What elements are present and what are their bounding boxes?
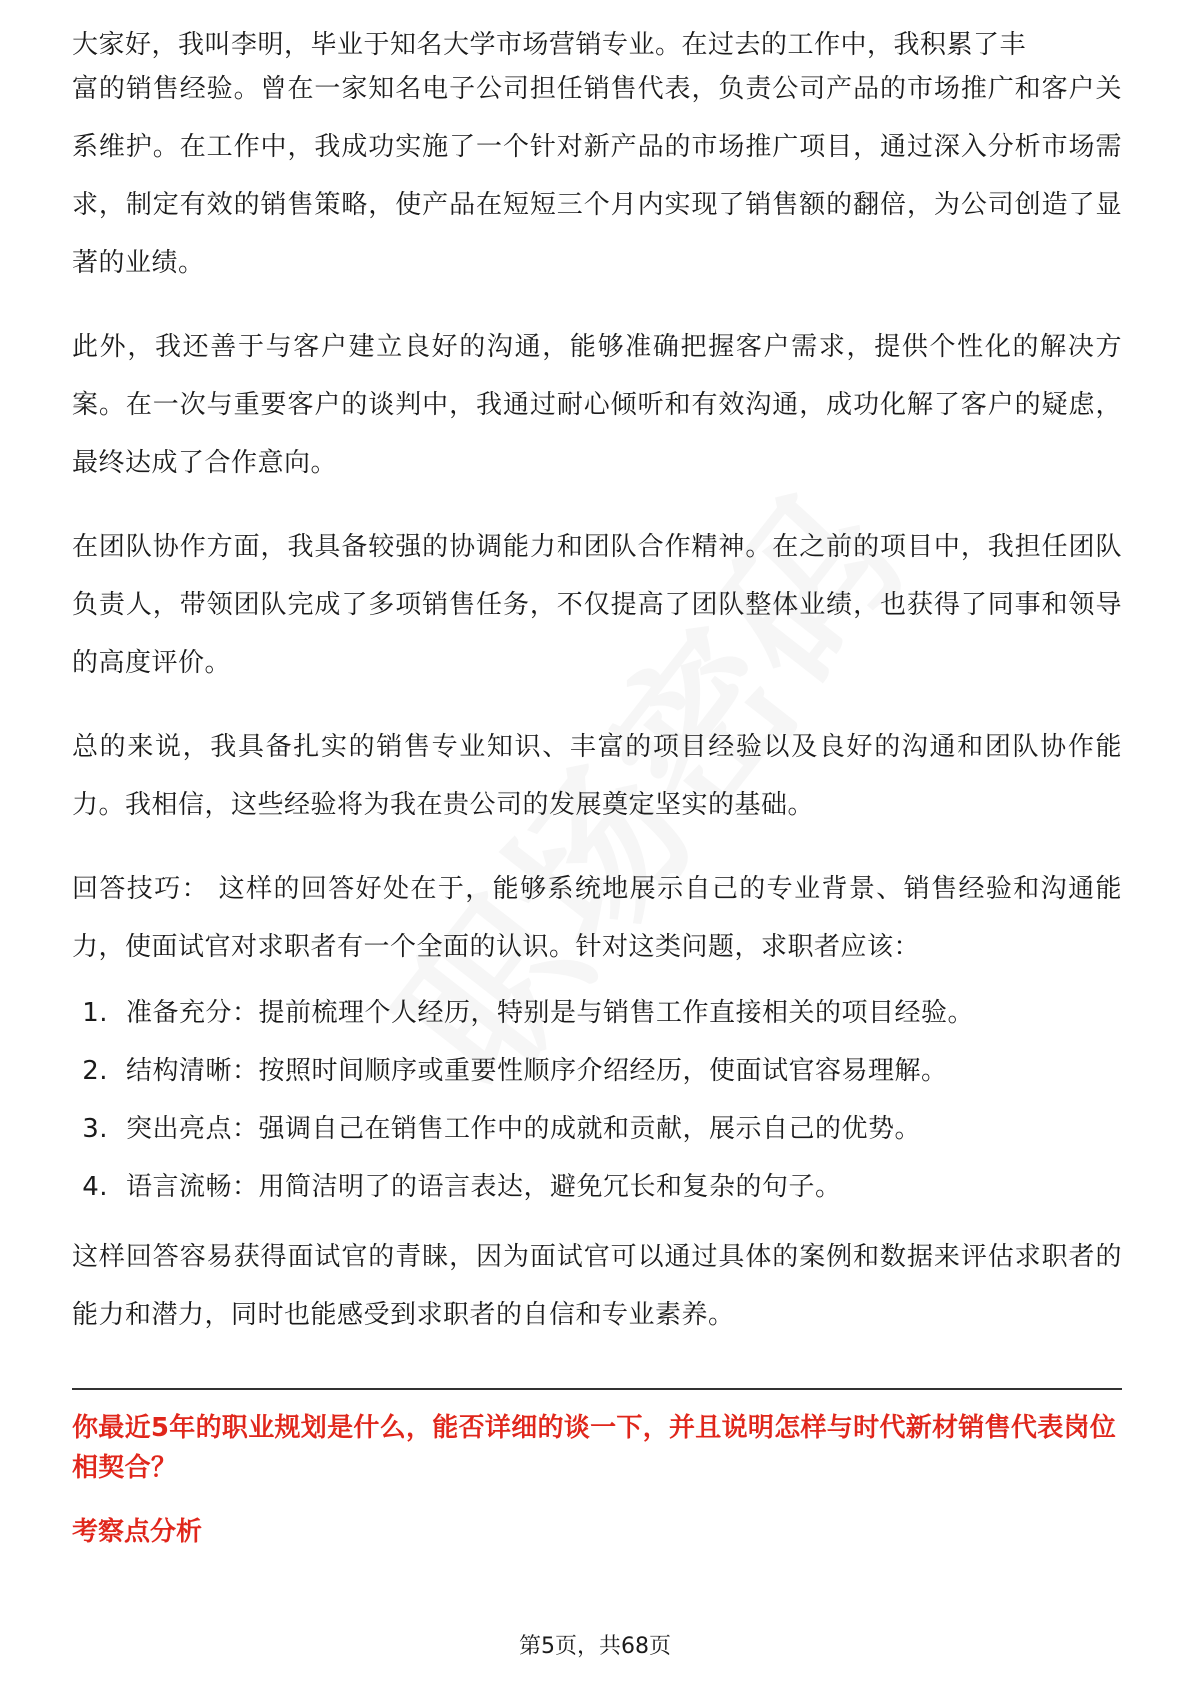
- page-number: 第5页，共68页: [519, 1634, 671, 1659]
- tips-list: [72, 984, 1122, 1216]
- paragraph-tips: 回答技巧： 这样的回答好处在于，能够系统地展示自己的专业背景、销售经验和沟通能力，使面试官对求职者有一个全面的认识。针对这类问题，求职者应该：: [72, 874, 1122, 962]
- list-text: 准备充分：提前梳理个人经历，特别是与销售工作直接相关的项目经验。: [126, 998, 975, 1028]
- paragraph-experience: 富的销售经验。曾在一家知名电子公司担任销售代表，负责公司产品的市场推广和客户关系维护。在工作中，我成功实施了一个针对新产品的市场推广项目，通过深入分析市场需求，制定有效的销售策略，使产品在短短三个月内实现了销售额的翻倍，为公司创造了显著的业绩。: [72, 74, 1122, 278]
- cut-off-line: [72, 20, 1122, 60]
- list-item: [72, 1158, 1122, 1216]
- paragraph-summary: 总的来说，我具备扎实的销售专业知识、丰富的项目经验以及良好的沟通和团队协作能力。我相信，这些经验将为我在贵公司的发展奠定坚实的基础。: [72, 732, 1122, 820]
- paragraph-conclusion: 这样回答容易获得面试官的青睐，因为面试官可以通过具体的案例和数据来评估求职者的能力和潜力，同时也能感受到求职者的自信和专业素养。: [72, 1242, 1122, 1330]
- analysis-subheading: 考察点分析: [72, 1517, 203, 1547]
- paragraph-cut: 大家好，我叫李明，毕业于知名大学市场营销专业。在过去的工作中，我积累了丰: [72, 30, 1027, 60]
- list-text: 突出亮点：强调自己在销售工作中的成就和贡献，展示自己的优势。: [126, 1114, 922, 1144]
- list-number: 1.: [82, 998, 108, 1028]
- list-item: [72, 984, 1122, 1042]
- question-heading: 你最近5年的职业规划是什么，能否详细的谈一下，并且说明怎样与时代新材销售代表岗位相契合？: [72, 1413, 1117, 1483]
- document-page: [72, 20, 1122, 1552]
- paragraph-teamwork: 在团队协作方面，我具备较强的协调能力和团队合作精神。在之前的项目中，我担任团队负责人，带领团队完成了多项销售任务，不仅提高了团队整体业绩，也获得了同事和领导的高度评价。: [72, 532, 1122, 678]
- section-divider: [72, 1388, 1122, 1390]
- list-item: [72, 1100, 1122, 1158]
- list-number: 2.: [82, 1056, 108, 1086]
- list-text: 语言流畅：用简洁明了的语言表达，避免冗长和复杂的句子。: [126, 1172, 842, 1202]
- list-number: 3.: [82, 1114, 108, 1144]
- paragraph-communication: 此外，我还善于与客户建立良好的沟通，能够准确把握客户需求，提供个性化的解决方案。在一次与重要客户的谈判中，我通过耐心倾听和有效沟通，成功化解了客户的疑虑，最终达成了合作意向。: [72, 332, 1122, 478]
- list-item: [72, 1042, 1122, 1100]
- list-number: 4.: [82, 1172, 108, 1202]
- list-text: 结构清晰：按照时间顺序或重要性顺序介绍经历，使面试官容易理解。: [126, 1056, 948, 1086]
